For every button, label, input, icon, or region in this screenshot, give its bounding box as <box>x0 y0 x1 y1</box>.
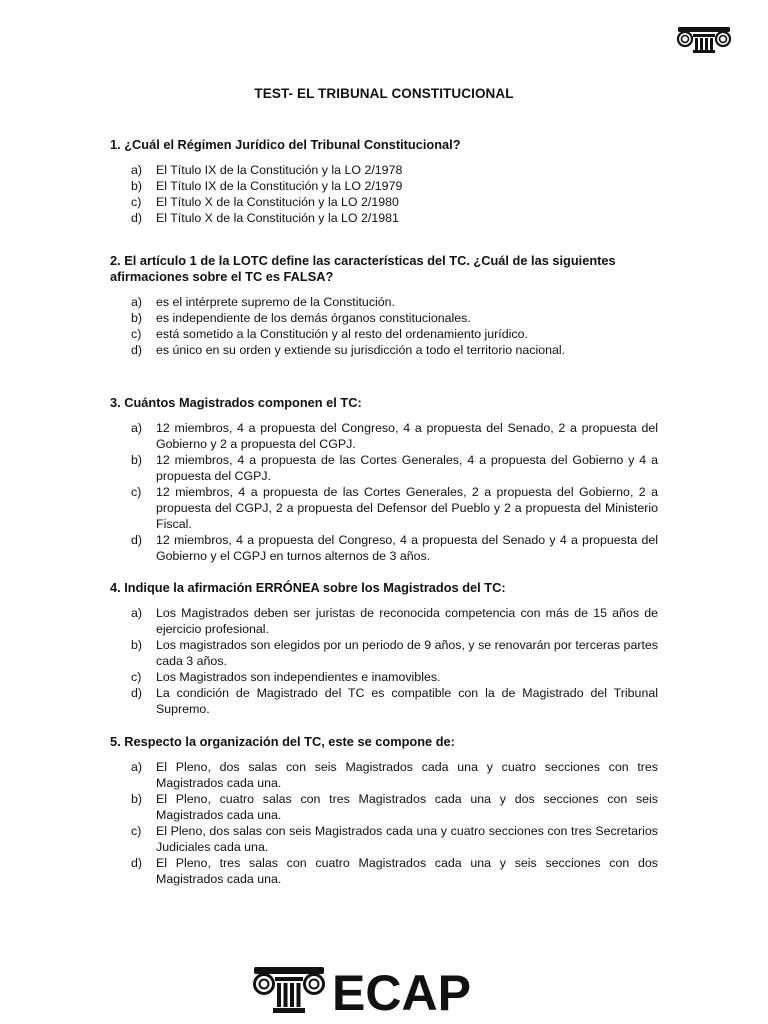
ionic-column-icon <box>254 967 324 1013</box>
option-letter: a) <box>131 421 143 435</box>
option-text: es el intérprete supremo de la Constitución. <box>156 295 395 309</box>
answer-option <box>110 685 658 717</box>
option-text: Los Magistrados deben ser juristas de reconocida competencia con más de 15 años de ejercicio profesional. <box>156 606 658 636</box>
option-text: El Pleno, tres salas con cuatro Magistrados cada una y seis secciones con dos Magistrados cada una. <box>156 856 658 886</box>
option-letter: d) <box>131 211 143 225</box>
option-letter: d) <box>131 343 143 357</box>
option-text: El Título X de la Constitución y la LO 2/1980 <box>156 195 399 209</box>
question-5 <box>110 734 658 887</box>
answer-option <box>110 791 658 823</box>
option-letter: a) <box>131 295 143 309</box>
option-letter: b) <box>131 453 143 467</box>
option-text: es único en su orden y extiende su jurisdicción a todo el territorio nacional. <box>156 343 566 357</box>
answer-option <box>110 484 658 532</box>
question-2 <box>110 253 658 358</box>
answer-option <box>110 532 658 564</box>
option-letter: b) <box>131 638 143 652</box>
answer-option <box>110 452 658 484</box>
answer-option <box>110 637 658 669</box>
option-text: está sometido a la Constitución y al resto del ordenamiento jurídico. <box>156 327 528 341</box>
answer-option <box>110 855 658 887</box>
ecap-logo <box>252 962 492 1018</box>
answer-option <box>110 669 658 685</box>
option-letter: d) <box>131 856 143 870</box>
option-letter: c) <box>131 327 142 341</box>
option-text: 12 miembros, 4 a propuesta de las Cortes Generales, 4 a propuesta del Gobierno y 4 a propuesta del CGPJ. <box>156 453 658 483</box>
answer-option <box>110 420 658 452</box>
option-letter: c) <box>131 485 142 499</box>
option-text: El Título X de la Constitución y la LO 2/1981 <box>156 211 399 225</box>
option-text: La condición de Magistrado del TC es compatible con la de Magistrado del Tribunal Supremo. <box>156 686 658 716</box>
option-letter: b) <box>131 311 143 325</box>
answer-option <box>110 210 658 226</box>
option-text: Los Magistrados son independientes e inamovibles. <box>156 670 441 684</box>
option-letter: a) <box>131 606 143 620</box>
answer-option <box>110 823 658 855</box>
ionic-column-logo-icon <box>676 26 732 54</box>
question-text: 5. Respecto la organización del TC, este se compone de: <box>110 734 455 749</box>
option-text: El Pleno, dos salas con seis Magistrados cada una y cuatro secciones con tres Secretarios Judiciales cada una. <box>156 824 658 854</box>
option-text: 12 miembros, 4 a propuesta de las Cortes Generales, 2 a propuesta del Gobierno, 2 a propuesta del CGPJ, 2 a propuesta del Defensor del Pueblo y 2 a propuesta del Ministerio Fiscal. <box>156 485 658 531</box>
option-text: El Título IX de la Constitución y la LO 2/1979 <box>156 179 403 193</box>
option-letter: b) <box>131 179 143 193</box>
option-letter: c) <box>131 670 142 684</box>
option-text: El Título IX de la Constitución y la LO 2/1978 <box>156 163 403 177</box>
answer-option <box>110 194 658 210</box>
question-1 <box>110 137 658 226</box>
option-letter: d) <box>131 533 143 547</box>
question-text: 2. El artículo 1 de la LOTC define las características del TC. ¿Cuál de las siguientes afirmaciones sobre el TC es FALSA? <box>110 253 616 284</box>
option-text: Los magistrados son elegidos por un periodo de 9 años, y se renovarán por terceras partes cada 3 años. <box>156 638 658 668</box>
option-text: es independiente de los demás órganos constitucionales. <box>156 311 471 325</box>
document-title: TEST- EL TRIBUNAL CONSTITUCIONAL <box>254 86 514 101</box>
answer-option <box>110 326 658 342</box>
question-text: 1. ¿Cuál el Régimen Jurídico del Tribunal Constitucional? <box>110 137 461 152</box>
option-text: El Pleno, cuatro salas con tres Magistrados cada una y dos secciones con seis Magistrados cada una. <box>156 792 658 822</box>
option-letter: d) <box>131 686 143 700</box>
answer-option <box>110 342 658 358</box>
question-text: 3. Cuántos Magistrados componen el TC: <box>110 395 362 410</box>
answer-option <box>110 162 658 178</box>
answer-option <box>110 178 658 194</box>
option-text: El Pleno, dos salas con seis Magistrados cada una y cuatro secciones con tres Magistrados cada una. <box>156 760 658 790</box>
question-text: 4. Indique la afirmación ERRÓNEA sobre los Magistrados del TC: <box>110 580 506 595</box>
option-text: 12 miembros, 4 a propuesta del Congreso, 4 a propuesta del Senado, 2 a propuesta del Gobierno y 2 a propuesta del CGPJ. <box>156 421 658 451</box>
option-letter: a) <box>131 760 143 774</box>
brand-name: ECAP <box>332 965 471 1018</box>
option-text: 12 miembros, 4 a propuesta del Congreso, 4 a propuesta del Senado y 4 a propuesta del Gobierno y el CGPJ en turnos alternos de 3 años. <box>156 533 658 563</box>
question-4 <box>110 580 658 717</box>
question-3 <box>110 395 658 564</box>
answer-option <box>110 310 658 326</box>
answer-option <box>110 605 658 637</box>
answer-option <box>110 759 658 791</box>
option-letter: b) <box>131 792 143 806</box>
option-letter: a) <box>131 163 143 177</box>
answer-option <box>110 294 658 310</box>
option-letter: c) <box>131 195 142 209</box>
option-letter: c) <box>131 824 142 838</box>
